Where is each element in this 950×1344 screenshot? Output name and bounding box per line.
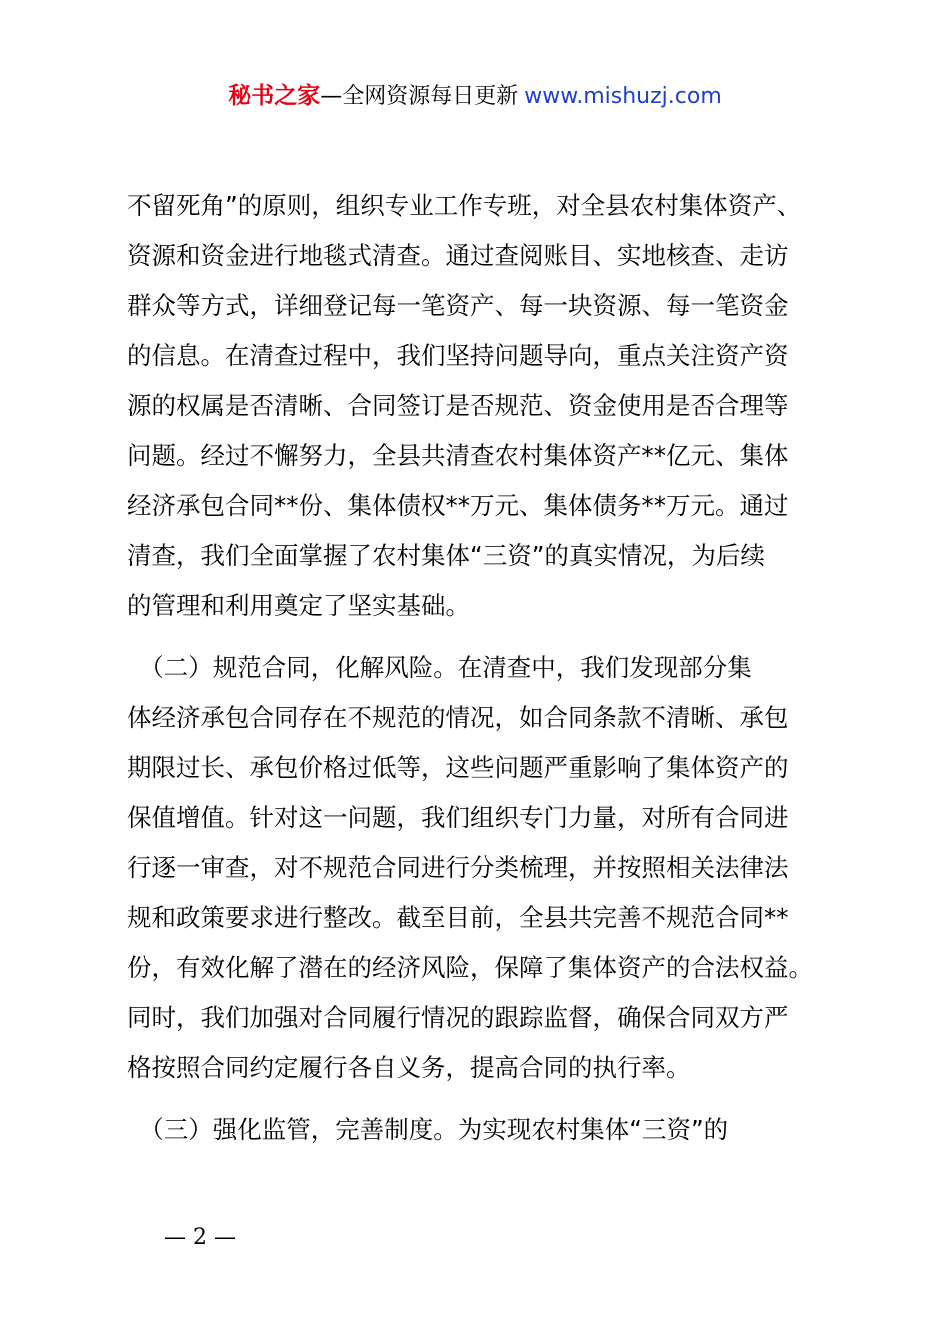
text-line: 规和政策要求进行整改。截至目前，全县共完善不规范合同** [127,903,789,932]
text-line: 不留死角”的原则，组织专业工作专班，对全县农村集体资产、 [127,191,802,220]
text-line: 的信息。在清查过程中，我们坚持问题导向，重点关注资产资 [127,341,789,370]
text-line: 的管理和利用奠定了坚实基础。 [127,591,470,620]
text-line: 期限过长、承包价格过低等，这些问题严重影响了集体资产的 [127,753,789,782]
text-line: 保值增值。针对这一问题，我们组织专门力量，对所有合同进 [127,803,789,832]
text-line: （三）强化监管，完善制度。为实现农村集体“三资”的 [127,1115,729,1144]
text-line: 源的权属是否清晰、合同签订是否规范、资金使用是否合理等 [127,391,789,420]
text-line: 同时，我们加强对合同履行情况的跟踪监督，确保合同双方严 [127,1003,789,1032]
text-line: 资源和资金进行地毯式清查。通过查阅账目、实地核查、走访 [127,241,789,270]
header-url-link[interactable]: www.mishuzj.com [524,84,722,109]
paragraph [127,643,837,1093]
text-line: 群众等方式，详细登记每一笔资产、每一块资源、每一笔资金 [127,291,789,320]
page-header [0,78,950,115]
page-number: — 2 — [164,1225,236,1250]
paragraph-gap [127,1093,837,1105]
text-line: 份，有效化解了潜在的经济风险，保障了集体资产的合法权益。 [127,953,813,982]
text-line: 问题。经过不懈努力，全县共清查农村集体资产**亿元、集体 [127,441,789,470]
document-body [127,181,837,1155]
header-brand: 秘书之家 [228,83,321,109]
paragraph [127,181,837,631]
paragraph [127,1105,837,1155]
text-line: 清查，我们全面掌握了农村集体“三资”的真实情况，为后续 [127,541,765,570]
text-line: 体经济承包合同存在不规范的情况，如合同条款不清晰、承包 [127,703,789,732]
text-line: 行逐一审查，对不规范合同进行分类梳理，并按照相关法律法 [127,853,789,882]
header-slogan: —全网资源每日更新 [320,84,519,109]
paragraph-gap [127,631,837,643]
text-line: （二）规范合同，化解风险。在清查中，我们发现部分集 [127,653,752,682]
text-line: 格按照合同约定履行各自义务，提高合同的执行率。 [127,1053,691,1082]
text-line: 经济承包合同**份、集体债权**万元、集体债务**万元。通过 [127,491,789,520]
